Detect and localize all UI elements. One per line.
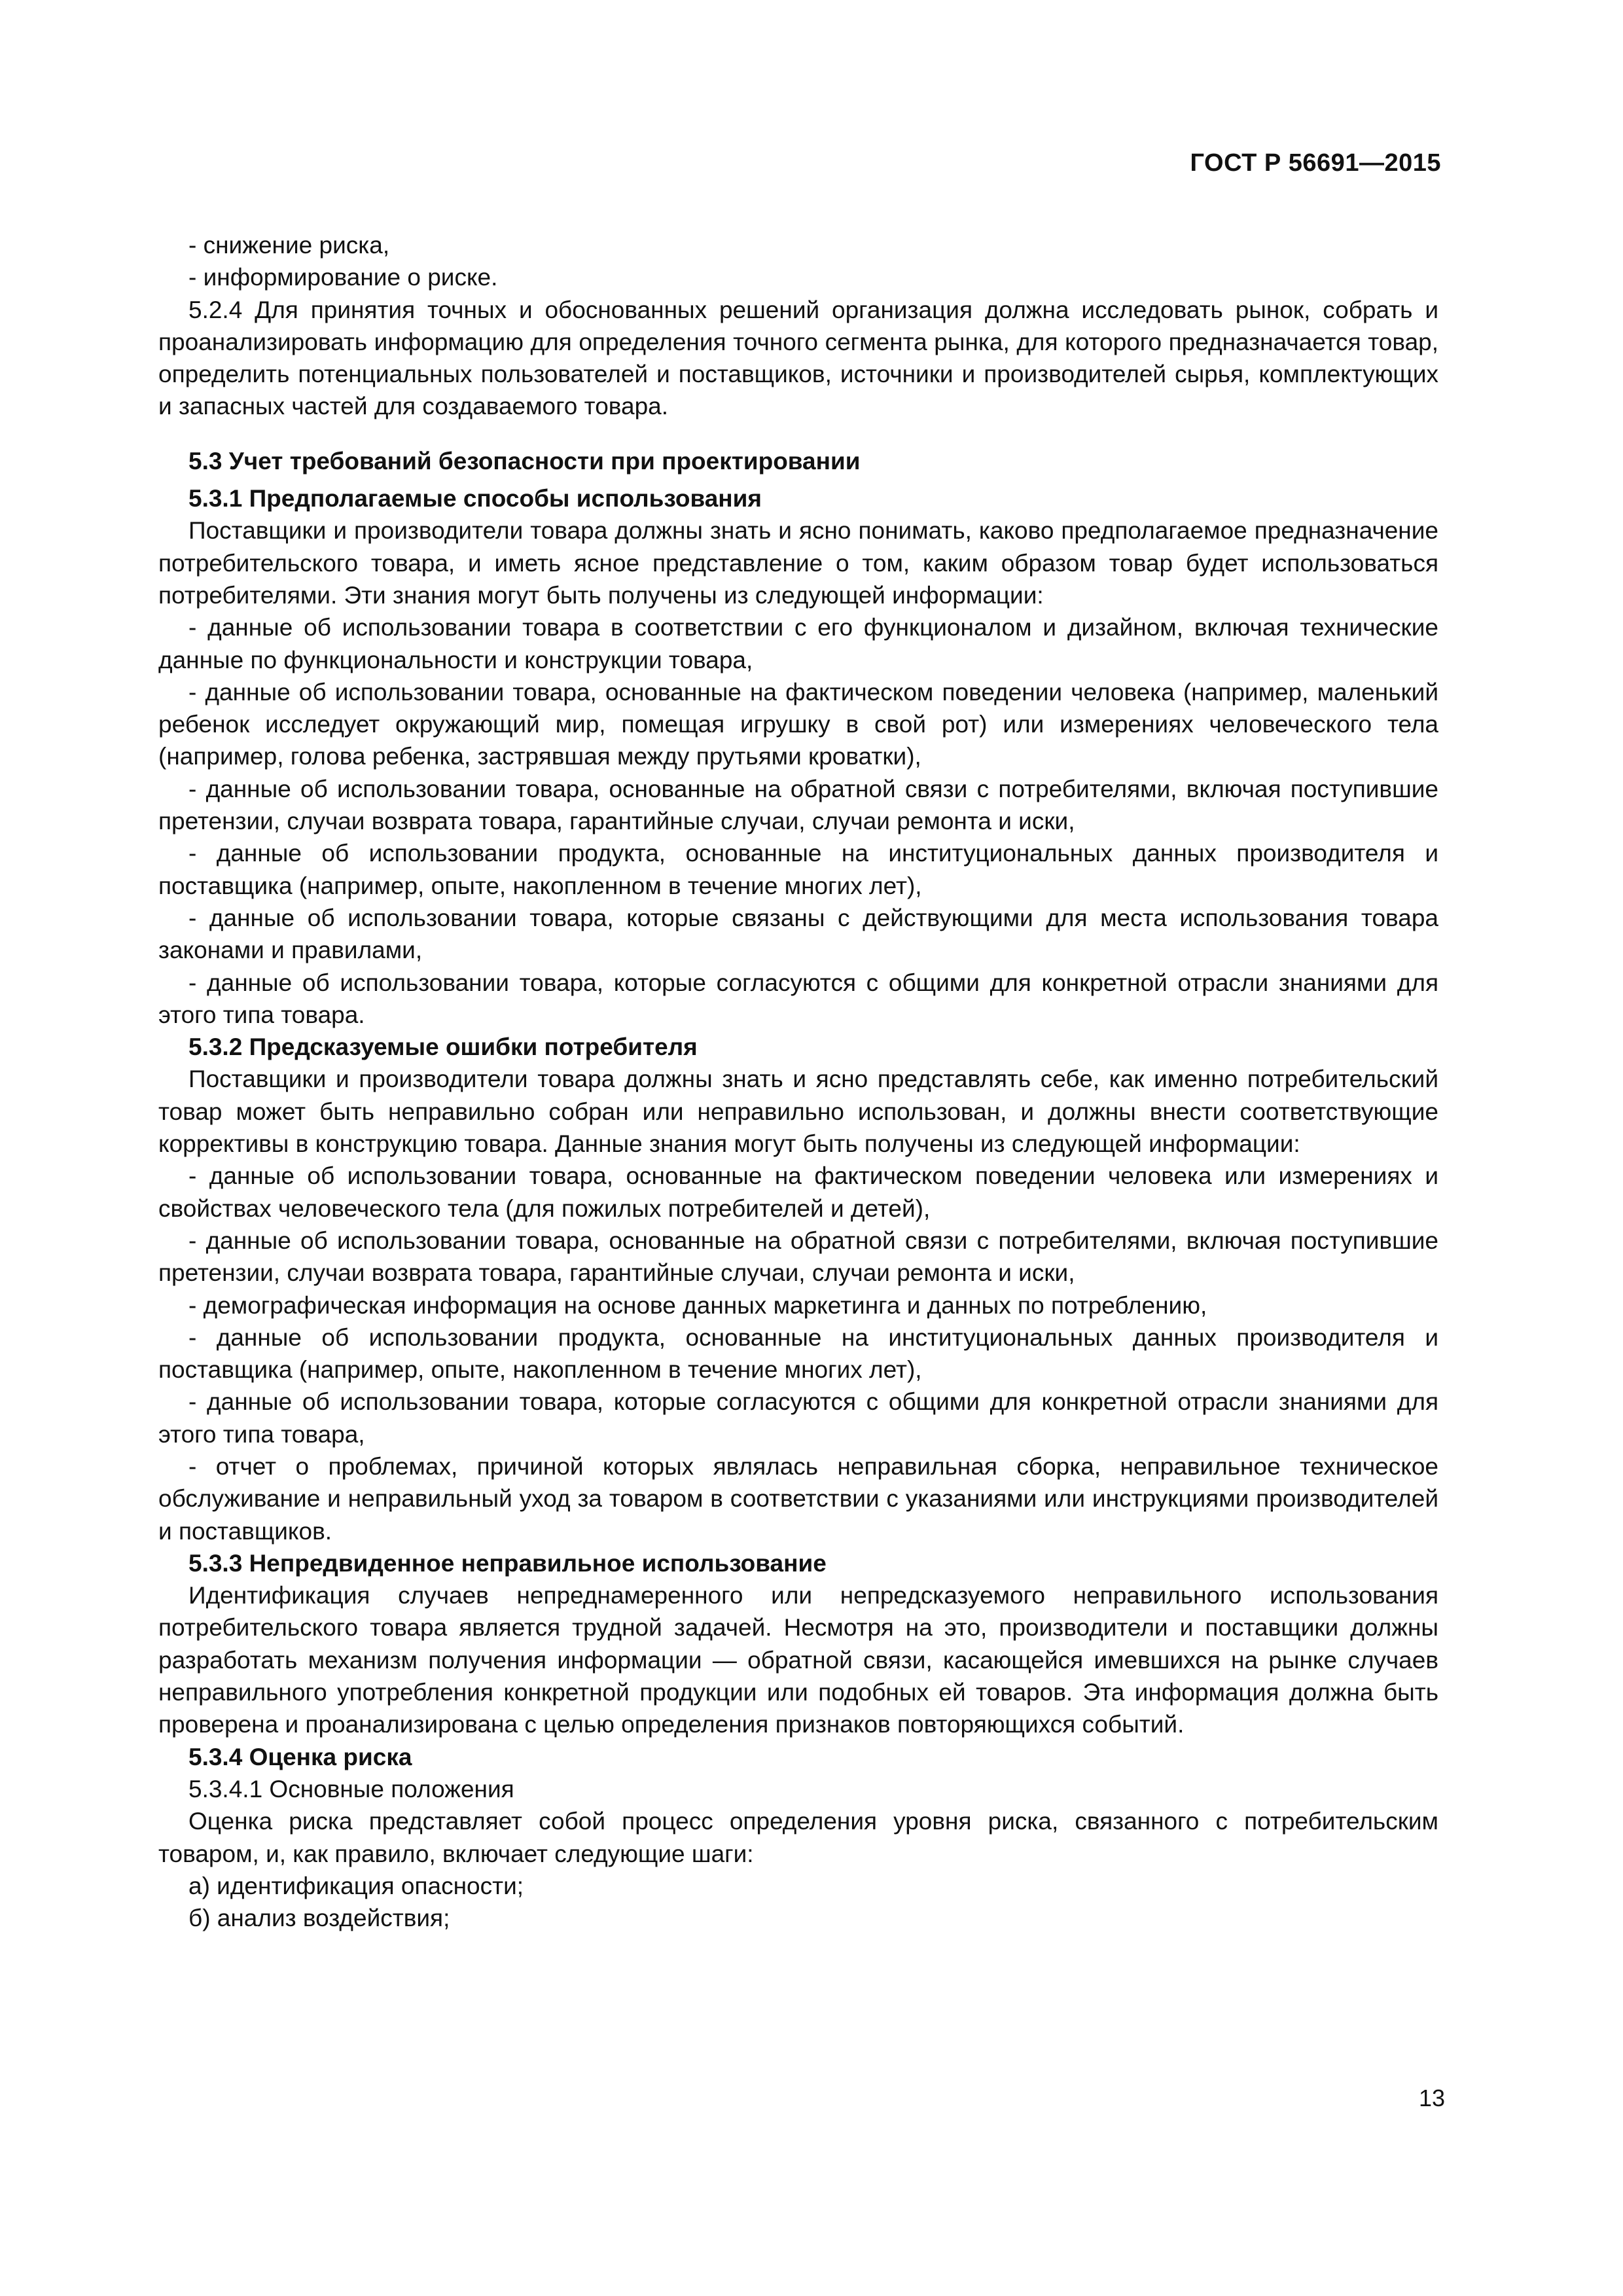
- heading-5-3: 5.3 Учет требований безопасности при проектировании: [188, 447, 861, 475]
- list-item: а) идентификация опасности;: [188, 1872, 524, 1899]
- page-number: 13: [1418, 2085, 1445, 2111]
- list-item: - данные об использовании товара, которые связаны с действующими для места использования товара законами и правилами,: [158, 904, 1438, 964]
- list-item: - данные об использовании товара, основанные на обратной связи с потребителями, включая поступившие претензии, случаи возврата товара, гарантийные случаи, случаи ремонта и иски,: [158, 775, 1438, 835]
- heading-5-3-1: 5.3.1 Предполагаемые способы использования: [188, 485, 762, 512]
- list-item: - данные об использовании продукта, основанные на институциональных данных производителя и поставщика (например, опыте, накопленном в течение многих лет),: [158, 1323, 1438, 1384]
- paragraph-5-3-4: Оценка риска представляет собой процесс определения уровня риска, связанного с потребительским товаром, и, как правило, включает следующие шаги:: [158, 1808, 1438, 1867]
- paragraph-5-3-3: Идентификация случаев непреднамеренного или непредсказуемого неправильного использования потребительского товара является трудной задачей. Несмотря на это, производители и поставщики должны разработать механизм получения информации — обратной связи, касающейся имевшихся на рынке случаев неправильного употребления конкретной продукции или подобных ей товаров. Эта информация должна быть проверена и проанализирована с целью определения признаков повторяющихся событий.: [158, 1582, 1438, 1738]
- paragraph-5-2-4: 5.2.4 Для принятия точных и обоснованных решений организация должна исследовать рынок, собрать и проанализировать информацию для определения точного сегмента рынка, для которого предназначается товар, определить потенциальных пользователей и поставщиков, источники и производителей сырья, комплектующих и запасных частей для создаваемого товара.: [158, 296, 1438, 420]
- list-item: - отчет о проблемах, причиной которых являлась неправильная сборка, неправильное техническое обслуживание и неправильный уход за товаром в соответствии с указаниями или инструкциями производителей и поставщиков.: [158, 1452, 1438, 1545]
- paragraph-5-3-1: Поставщики и производители товара должны знать и ясно понимать, каково предполагаемое предназначение потребительского товара, и иметь ясное представление о том, каким образом товар будет использоваться потребителями. Эти знания могут быть получены из следующей информации:: [158, 517, 1438, 609]
- list-item: - данные об использовании продукта, основанные на институциональных данных производителя и поставщика (например, опыте, накопленном в течение многих лет),: [158, 840, 1438, 899]
- list-item: - данные об использовании товара, которые согласуются с общими для конкретной отрасли знаниями для этого типа товара.: [158, 969, 1438, 1028]
- document-code: ГОСТ Р 56691—2015: [1190, 149, 1441, 177]
- list-item: б) анализ воздействия;: [188, 1905, 450, 1932]
- list-item: - данные об использовании товара, основанные на обратной связи с потребителями, включая поступившие претензии, случаи возврата товара, гарантийные случаи, случаи ремонта и иски,: [158, 1227, 1438, 1287]
- paragraph-5-3-2: Поставщики и производители товара должны знать и ясно представлять себе, как именно потребительский товар может быть неправильно собран или неправильно использован, и должны внести соответствующие коррективы в конструкцию товара. Данные знания могут быть получены из следующей информации:: [158, 1066, 1438, 1158]
- list-item: - снижение риска,: [188, 232, 390, 259]
- list-item: - данные об использовании товара, которые согласуются с общими для конкретной отрасли знаниями для этого типа товара,: [158, 1388, 1438, 1448]
- list-item: - данные об использовании товара, основанные на фактическом поведении человека или измерениях и свойствах человеческого тела (для пожилых потребителей и детей),: [158, 1162, 1438, 1222]
- heading-5-3-2: 5.3.2 Предсказуемые ошибки потребителя: [188, 1033, 698, 1061]
- page-body: [158, 229, 1438, 1934]
- list-item: - демографическая информация на основе данных маркетинга и данных по потреблению,: [188, 1291, 1207, 1319]
- heading-5-3-4: 5.3.4 Оценка риска: [188, 1743, 412, 1770]
- subheading-5-3-4-1: 5.3.4.1 Основные положения: [188, 1775, 514, 1803]
- list-item: - информирование о риске.: [188, 264, 498, 291]
- list-item: - данные об использовании товара в соответствии с его функционалом и дизайном, включая технические данные по функциональности и конструкции товара,: [158, 614, 1438, 673]
- heading-5-3-3: 5.3.3 Непредвиденное неправильное использование: [188, 1549, 827, 1577]
- list-item: - данные об использовании товара, основанные на фактическом поведении человека (например, маленький ребенок исследует окружающий мир, помещая игрушку в свой рот) или измерениях человеческого тела (например, голова ребенка, застрявшая между прутьями кроватки),: [158, 678, 1438, 770]
